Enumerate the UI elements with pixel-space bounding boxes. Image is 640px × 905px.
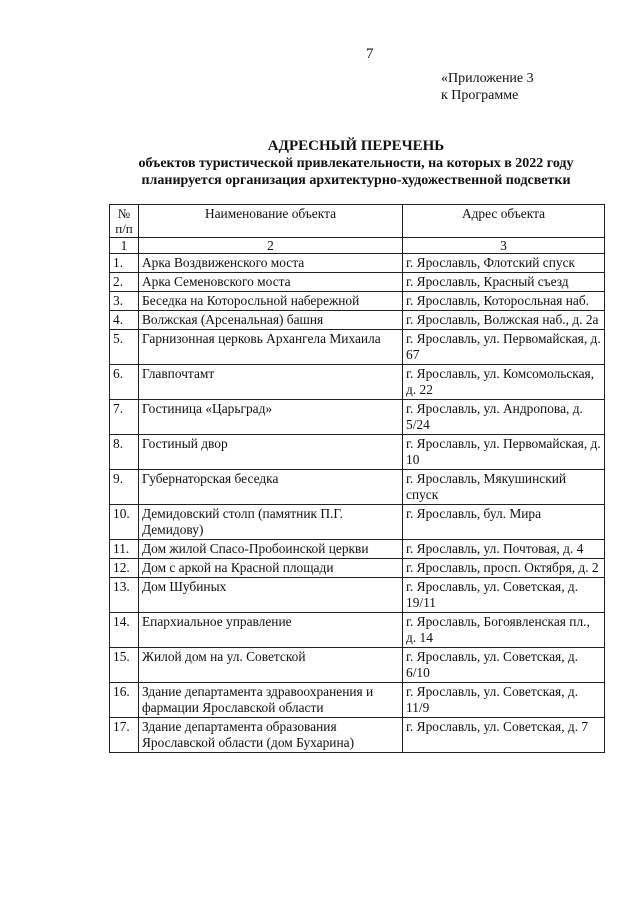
objects-table — [109, 204, 605, 753]
object-name: Дом с аркой на Красной площади — [139, 559, 403, 578]
object-name: Беседка на Которосльной набережной — [139, 292, 403, 311]
row-number: 17. — [110, 718, 139, 753]
header-object-name: Наименование объекта — [139, 205, 403, 238]
table-row — [110, 470, 605, 505]
page-number: 7 — [366, 46, 374, 62]
object-name: Демидовский столп (памятник П.Г. Демидову) — [139, 505, 403, 540]
object-name: Гостиный двор — [139, 435, 403, 470]
table-row — [110, 559, 605, 578]
header-number — [110, 205, 139, 238]
row-number: 4. — [110, 311, 139, 330]
appendix-line-1: «Приложение 3 — [441, 71, 534, 86]
table-row — [110, 683, 605, 718]
title-main: АДРЕСНЫЙ ПЕРЕЧЕНЬ — [267, 138, 445, 154]
object-address: г. Ярославль, Богоявленская пл., д. 14 — [403, 613, 605, 648]
row-number: 16. — [110, 683, 139, 718]
appendix-line-2: к Программе — [441, 88, 519, 103]
object-name: Гостиница «Царьград» — [139, 400, 403, 435]
row-number: 2. — [110, 273, 139, 292]
row-number: 8. — [110, 435, 139, 470]
object-address: г. Ярославль, Мякушинский спуск — [403, 470, 605, 505]
object-name: Дом Шубиных — [139, 578, 403, 613]
table-row — [110, 435, 605, 470]
object-address: г. Ярославль, ул. Советская, д. 11/9 — [403, 683, 605, 718]
object-address: г. Ярославль, ул. Комсомольская, д. 22 — [403, 365, 605, 400]
object-name: Главпочтамт — [139, 365, 403, 400]
row-number: 14. — [110, 613, 139, 648]
object-name: Жилой дом на ул. Советской — [139, 648, 403, 683]
object-name: Арка Воздвиженского моста — [139, 254, 403, 273]
row-number: 5. — [110, 330, 139, 365]
table-row — [110, 273, 605, 292]
title-subtitle-line-2: планируется организация архитектурно-художественной подсветки — [141, 173, 571, 188]
object-name: Губернаторская беседка — [139, 470, 403, 505]
object-address: г. Ярославль, ул. Почтовая, д. 4 — [403, 540, 605, 559]
object-name: Дом жилой Спасо-Пробоинской церкви — [139, 540, 403, 559]
object-address: г. Ярославль, ул. Советская, д. 19/11 — [403, 578, 605, 613]
table-row — [110, 330, 605, 365]
row-number: 6. — [110, 365, 139, 400]
table-row — [110, 540, 605, 559]
column-index-2: 2 — [139, 238, 403, 254]
table-row — [110, 254, 605, 273]
row-number: 3. — [110, 292, 139, 311]
table-body — [110, 254, 605, 753]
object-address: г. Ярославль, просп. Октября, д. 2 — [403, 559, 605, 578]
table-row — [110, 718, 605, 753]
table-row — [110, 648, 605, 683]
object-address: г. Ярославль, Красный съезд — [403, 273, 605, 292]
object-address: г. Ярославль, ул. Советская, д. 6/10 — [403, 648, 605, 683]
object-address: г. Ярославль, ул. Андропова, д. 5/24 — [403, 400, 605, 435]
object-address: г. Ярославль, Волжская наб., д. 2а — [403, 311, 605, 330]
table-row — [110, 578, 605, 613]
object-address: г. Ярославль, Флотский спуск — [403, 254, 605, 273]
header-object-address: Адрес объекта — [403, 205, 605, 238]
row-number: 9. — [110, 470, 139, 505]
row-number: 7. — [110, 400, 139, 435]
document-title — [100, 138, 612, 189]
table-row — [110, 505, 605, 540]
object-name: Гарнизонная церковь Архангела Михаила — [139, 330, 403, 365]
header-number-line-1: № — [117, 206, 131, 221]
object-address: г. Ярославль, ул. Первомайская, д. 10 — [403, 435, 605, 470]
row-number: 15. — [110, 648, 139, 683]
row-number: 13. — [110, 578, 139, 613]
table-row — [110, 400, 605, 435]
object-name: Волжская (Арсенальная) башня — [139, 311, 403, 330]
object-address: г. Ярославль, Которосльная наб. — [403, 292, 605, 311]
table-header-row — [110, 205, 605, 238]
table-row — [110, 311, 605, 330]
appendix-reference — [441, 70, 534, 104]
row-number: 11. — [110, 540, 139, 559]
object-address: г. Ярославль, бул. Мира — [403, 505, 605, 540]
row-number: 12. — [110, 559, 139, 578]
object-name: Епархиальное управление — [139, 613, 403, 648]
table-row — [110, 365, 605, 400]
table-row — [110, 613, 605, 648]
column-index-row — [110, 238, 605, 254]
object-address: г. Ярославль, ул. Советская, д. 7 — [403, 718, 605, 753]
row-number: 1. — [110, 254, 139, 273]
object-address: г. Ярославль, ул. Первомайская, д. 67 — [403, 330, 605, 365]
title-subtitle-line-1: объектов туристической привлекательности, на которых в 2022 году — [138, 156, 574, 171]
object-name: Здание департамента здравоохранения и фармации Ярославской области — [139, 683, 403, 718]
object-name: Арка Семеновского моста — [139, 273, 403, 292]
column-index-1: 1 — [110, 238, 139, 254]
object-name: Здание департамента образования Ярославской области (дом Бухарина) — [139, 718, 403, 753]
column-index-3: 3 — [403, 238, 605, 254]
table-row — [110, 292, 605, 311]
header-number-line-2: п/п — [115, 221, 133, 236]
row-number: 10. — [110, 505, 139, 540]
